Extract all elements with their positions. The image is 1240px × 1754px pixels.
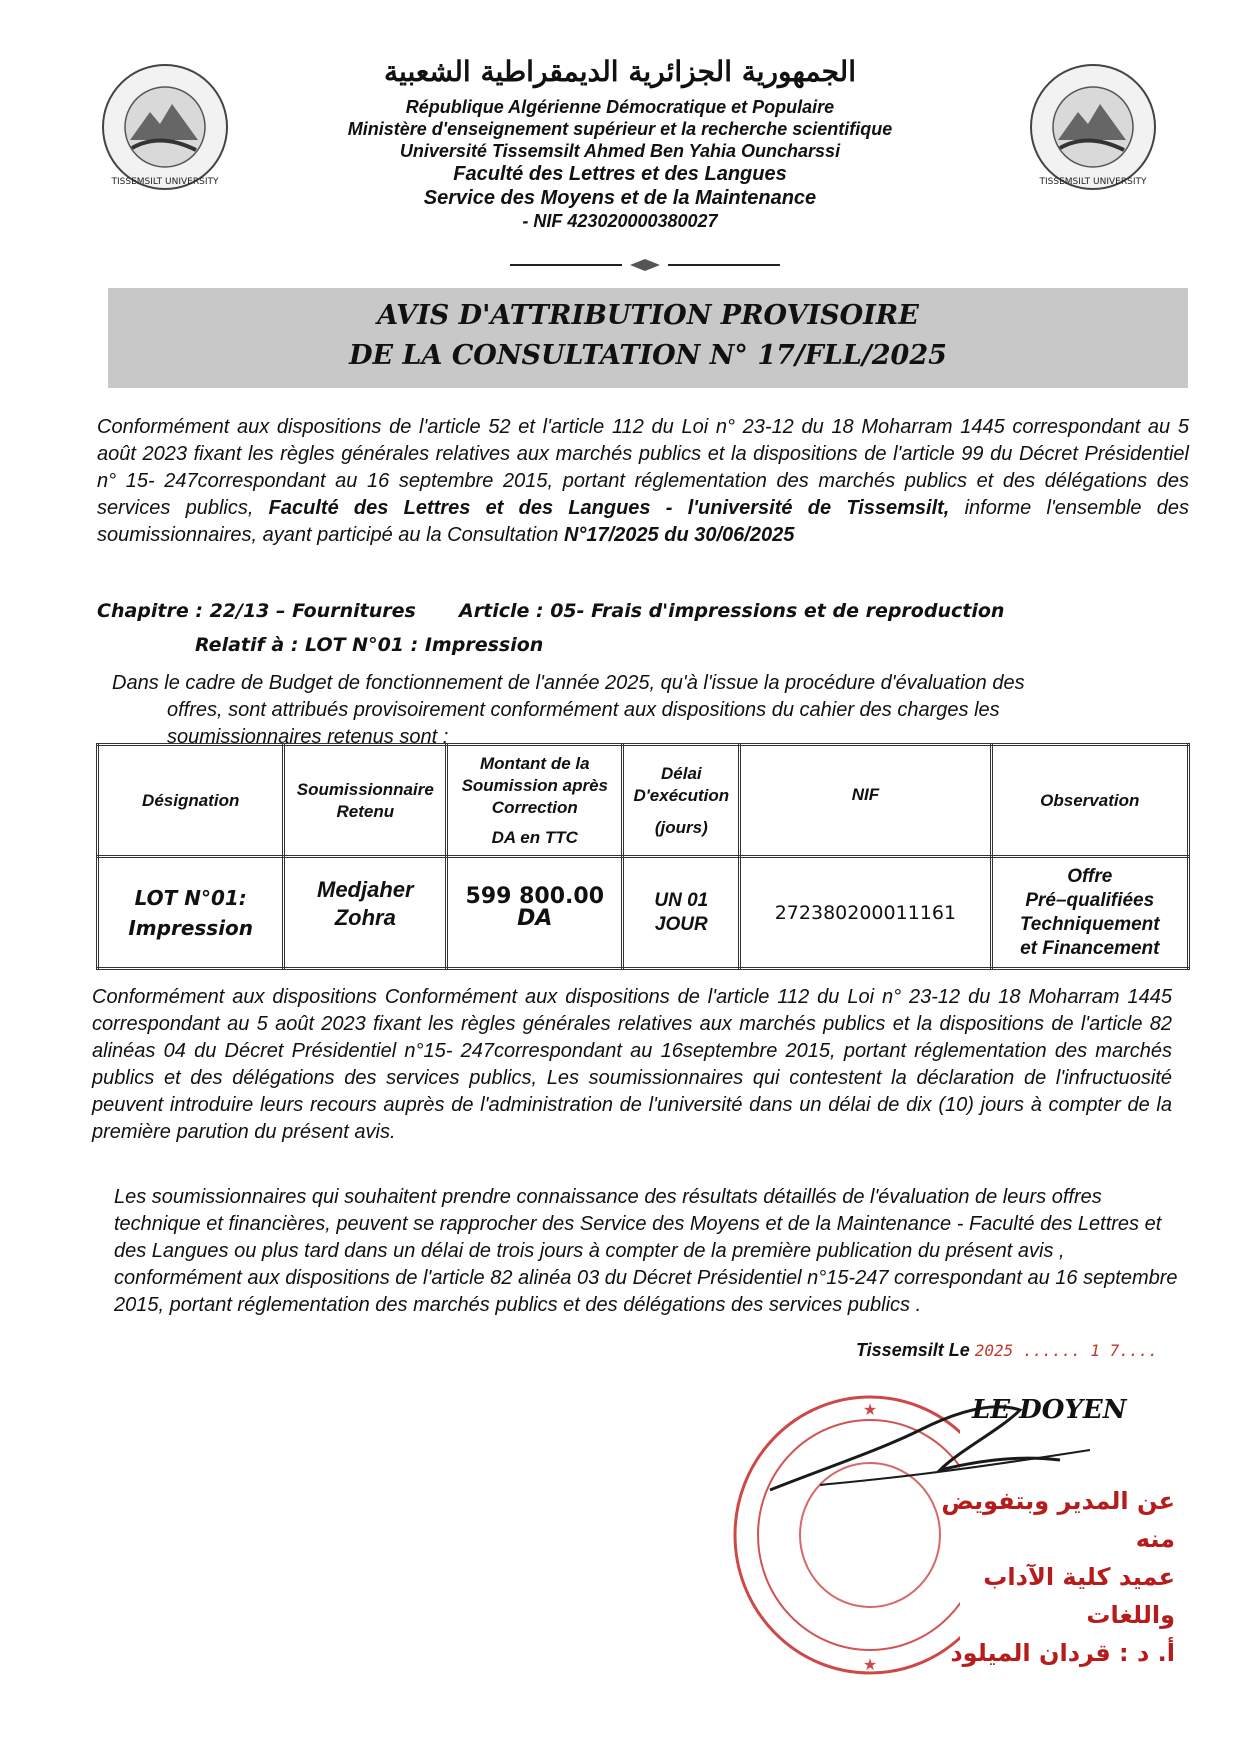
budget-line1: Dans le cadre de Budget de fonctionnement de l'année 2025, qu'à l'issue la procédure d'évaluation des bbox=[112, 672, 1025, 694]
header-delai-unit: (jours) bbox=[654, 817, 708, 837]
lot-cell bbox=[98, 857, 284, 969]
republic-line: République Algérienne Démocratique et Populaire bbox=[405, 97, 835, 117]
dean-title: LE DOYEN bbox=[972, 1395, 1127, 1425]
amount-cell bbox=[447, 857, 623, 969]
arabic-signature-line1: عن المدير وبتفويض منه bbox=[941, 1487, 1175, 1553]
arabic-republic-title: الجمهورية الجزائرية الديمقراطية الشعبية bbox=[383, 55, 856, 88]
header-designation: Désignation bbox=[98, 745, 284, 857]
delay-cell bbox=[623, 857, 740, 969]
university-logo-left bbox=[100, 62, 230, 192]
arabic-signature-block bbox=[935, 1482, 1175, 1672]
lot-number: LOT N°01: bbox=[134, 885, 247, 910]
header-montant-label: Montant de la Soumission après Correction bbox=[461, 753, 608, 817]
university-logo-right bbox=[1028, 62, 1158, 192]
intro-faculty: Faculté des Lettres et des Langues - l'université de Tissemsilt, bbox=[268, 497, 950, 519]
svg-text:★: ★ bbox=[862, 1655, 878, 1674]
table-header-row bbox=[98, 745, 1189, 857]
intro-paragraph bbox=[97, 414, 1189, 549]
svg-text:TISSEMSILT UNIVERSITY: TISSEMSILT UNIVERSITY bbox=[111, 177, 219, 187]
nif-cell: 272380200011161 bbox=[740, 857, 991, 969]
header-delai-label: Délai D'exécution bbox=[633, 763, 730, 805]
nif-line: - NIF 423020000380027 bbox=[522, 211, 718, 231]
attribution-table bbox=[96, 743, 1190, 970]
place-label: Tissemsilt Le bbox=[856, 1340, 970, 1360]
recours-paragraph: Conformément aux dispositions Conformément aux dispositions de l'article 112 du Loi n° 23-12 du 18 Moharram 1445 correspondant au 5 août 2023 fixant les règles générales relatives aux marchés publics et la dispositions de l'article 82 alinéas 04 du Décret Présidentiel n°15- 247correspondant au 16septembre 2015, portant réglementation des marchés publics et des délégations des services publics, Les soumissionnaires qui contestent la déclaration de l'infructuosité peuvent introduire leurs recours auprès de l'administration de l'université dans un délai de dix (10) jours à compter de la première parution du présent avis. bbox=[92, 986, 1172, 1143]
chapitre-line bbox=[97, 600, 1197, 622]
relatif-line: Relatif à : LOT N°01 : Impression bbox=[195, 634, 544, 656]
article-label: Article : 05- Frais d'impressions et de reproduction bbox=[459, 600, 1005, 622]
chapitre-label: Chapitre : 22/13 – Fournitures bbox=[97, 600, 416, 622]
intro-text: Conformément aux dispositions de l'article 52 et l'article 112 du Loi n° 23-12 du 18 Moharram 1445 correspondant au 5 août 2023 fixant les règles générales relatives aux marchés publics et la dispositions de l'article 99 du Décret Présidentiel n° 15- 247correspondant au 16 septembre 2015, portant réglementation des marchés publics et des délégations des services publics, bbox=[97, 416, 1189, 519]
budget-paragraph bbox=[112, 670, 1132, 751]
faculty-line: Faculté des Lettres et des Langues bbox=[453, 163, 787, 185]
header-montant bbox=[447, 745, 623, 857]
table-row bbox=[98, 857, 1189, 969]
delay-line2: JOUR bbox=[654, 913, 708, 935]
ministry-line: Ministère d'enseignement supérieur et la recherche scientifique bbox=[347, 119, 893, 139]
svg-text:TISSEMSILT UNIVERSITY: TISSEMSILT UNIVERSITY bbox=[1039, 177, 1147, 187]
bidder-cell bbox=[284, 857, 447, 969]
header-montant-unit: DA en TTC bbox=[491, 827, 578, 847]
delay-line1: UN 01 bbox=[654, 889, 709, 911]
header-nif: NIF bbox=[740, 745, 991, 857]
obs-line4: et Financement bbox=[1020, 937, 1160, 959]
amount-value: 599 800.00 bbox=[465, 884, 605, 909]
notice-title-line1: AVIS D'ATTRIBUTION PROVISOIRE bbox=[377, 300, 919, 331]
header-divider bbox=[510, 258, 780, 272]
handwritten-date: 2025 ...... 1 7.... bbox=[974, 1341, 1158, 1360]
obs-line2: Pré–qualifiées bbox=[1025, 889, 1155, 911]
consultation-ref: N°17/2025 du 30/06/2025 bbox=[563, 524, 795, 546]
notice-title-box bbox=[108, 288, 1188, 388]
bidder-name-line1: Medjaher bbox=[317, 877, 414, 902]
arabic-signature-line2: عميد كلية الآداب واللغات bbox=[983, 1563, 1175, 1629]
budget-line3: soumissionnaires retenus sont : bbox=[167, 726, 449, 748]
place-date-line bbox=[856, 1340, 1158, 1361]
notice-title-line2: DE LA CONSULTATION N° 17/FLL/2025 bbox=[349, 340, 947, 371]
service-line: Service des Moyens et de la Maintenance bbox=[423, 187, 817, 209]
letterhead bbox=[260, 52, 980, 232]
header-observation: Observation bbox=[991, 745, 1188, 857]
obs-line3: Techniquement bbox=[1019, 913, 1160, 935]
arabic-signature-line3: أ. د : قردان الميلود bbox=[950, 1639, 1175, 1667]
svg-text:★: ★ bbox=[862, 1400, 878, 1419]
lot-name: Impression bbox=[128, 915, 254, 940]
bidder-name-line2: Zohra bbox=[334, 905, 396, 930]
amount-unit: DA bbox=[517, 906, 553, 931]
header-delai bbox=[623, 745, 740, 857]
budget-line2: offres, sont attribués provisoirement conformément aux dispositions du cahier des charges les bbox=[167, 699, 1000, 721]
resultats-paragraph: Les soumissionnaires qui souhaitent prendre connaissance des résultats détaillés de l'évaluation de leurs offres technique et financières, peuvent se rapprocher des Service des Moyens et de la Maintenance - Faculté des Lettres et des Langues ou plus tard dans un délai de trois jours à compter de la première publication du présent avis , conformément aux dispositions de l'article 82 alinéa 03 du Décret Présidentiel n°15-247 correspondant au 16 septembre 2015, portant réglementation des marchés publics et des délégations des services publics . bbox=[114, 1186, 1178, 1316]
intro-text-after: informe l'ensemble des soumissionnaires, ayant participé au la Consultation bbox=[97, 497, 1190, 546]
obs-line1: Offre bbox=[1067, 865, 1113, 887]
observation-cell bbox=[991, 857, 1188, 969]
university-line: Université Tissemsilt Ahmed Ben Yahia Ouncharssi bbox=[399, 141, 841, 161]
header-soumissionnaire: Soumissionnaire Retenu bbox=[284, 745, 447, 857]
